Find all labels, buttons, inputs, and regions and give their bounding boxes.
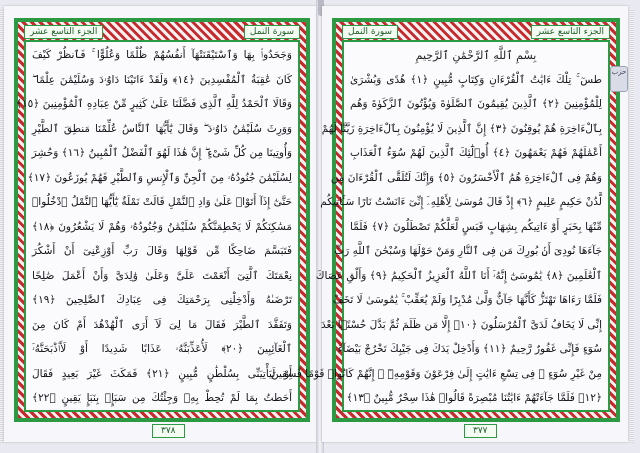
text-line: ٱلْعَٰلَمِينَ ﴿٨﴾ يَٰمُوسَىٰٓ إِنَّهُۥٓ أَنَا ٱللَّهُ ٱلْعَزِيزُ ٱلْحَكِيمُ ﴿٩﴾ وَأَلْقِ عَصَاكَ <box>315 269 602 282</box>
hizb-marker: حزب <box>610 66 628 92</box>
left-surah-label: سورة النمل <box>244 25 300 39</box>
right-page-number: ٣٧٧ <box>464 424 497 438</box>
text-line: فَتَبَسَّمَ ضَاحِكًا مِّن قَوْلِهَا وَقَالَ رَبِّ أَوْزِعْنِىٓ أَنْ أَشْكُرَ <box>32 245 292 257</box>
right-text-area <box>270 40 610 412</box>
text-line: أَحَطتُ بِمَا لَمْ تُحِطْ بِهِۦ وَجِئْتُكَ مِن سَبَإٍۭ بِنَبَإٍ يَقِينٍ ﴿٢٢﴾ <box>32 392 292 404</box>
text-line: لَّدُنْ حَكِيمٍ عَلِيمٍ ﴿٦﴾ إِذْ قَالَ مُوسَىٰ لِأَهْلِهِۦٓ إِنِّىٓ ءَانَسْتُ نَارًا سَـَٔاتِيكُم <box>320 196 602 208</box>
text-line: فَلَمَّا رَءَاهَا تَهْتَزُّ كَأَنَّهَا جَآنٌّ وَلَّىٰ مُدْبِرًا وَلَمْ يُعَقِّبْ ۚ يَٰمُوسَىٰ لَا تَخَفْ <box>332 294 602 306</box>
text-line: تَرْضَىٰهُ وَأَدْخِلْنِى بِرَحْمَتِكَ فِى عِبَادِكَ ٱلصَّٰلِحِينَ ﴿١٩﴾ <box>32 294 292 306</box>
text-line: وَوَرِثَ سُلَيْمَٰنُ دَاوُۥدَ ۖ وَقَالَ يَٰٓأَيُّهَا ٱلنَّاسُ عُلِّمْنَا مَنطِقَ ٱلطَّيْرِ <box>32 122 292 135</box>
text-line: وَجَحَدُوا۟ بِهَا وَٱسْتَيْقَنَتْهَآ أَنفُسُهُمْ ظُلْمًا وَعُلُوًّا ۚ فَٱنظُرْ كَيْفَ <box>32 49 292 61</box>
right-surah-label: سورة النمل <box>342 25 398 39</box>
text-line: أَعْمَٰلَهُمْ فَهُمْ يَعْمَهُونَ ﴿٤﴾ أُو۟لَٰٓئِكَ ٱلَّذِينَ لَهُمْ سُوٓءُ ٱلْعَذَابِ <box>350 147 602 159</box>
right-page-edge <box>630 10 634 443</box>
text-line: مِنْ غَيْرِ سُوٓءٍ ۖ فِى تِسْعِ ءَايَٰتٍ إِلَىٰ فِرْعَوْنَ وَقَوْمِهِۦٓ ۚ إِنَّهُمْ كَانُوا۟ قَوْمًا فَٰسِقِينَ <box>270 367 602 380</box>
right-text-lines <box>270 46 602 408</box>
left-text-lines <box>15 46 292 408</box>
text-line: كَانَ عَٰقِبَةُ ٱلْمُفْسِدِينَ ﴿١٤﴾ وَلَقَدْ ءَاتَيْنَا دَاوُۥدَ وَسُلَيْمَٰنَ عِلْمًا ۖ <box>32 73 292 86</box>
left-text-area <box>15 40 300 412</box>
basmala: بِسْمِ ٱللَّهِ ٱلرَّحْمَٰنِ ٱلرَّحِيمِ <box>415 49 537 62</box>
text-line: بِٱلْءَاخِرَةِ هُمْ يُوقِنُونَ ﴿٣﴾ إِنَّ ٱلَّذِينَ لَا يُؤْمِنُونَ بِٱلْءَاخِرَةِ زَيَّنَّا لَهُمْ <box>321 122 602 135</box>
right-page-frame <box>270 18 620 422</box>
left-page-frame <box>14 18 310 422</box>
text-line: وَقَالَا ٱلْحَمْدُ لِلَّهِ ٱلَّذِى فَضَّلَنَا عَلَىٰ كَثِيرٍ مِّنْ عِبَادِهِ ٱلْمُؤْمِنِينَ ﴿١٥﴾ <box>15 98 292 110</box>
text-line: ٱلْغَآئِبِينَ ﴿٢٠﴾ لَأُعَذِّبَنَّهُۥ عَذَابًا شَدِيدًا أَوْ لَأَا۟ذْبَحَنَّهُۥٓ <box>32 343 292 355</box>
text-line: وَتَفَقَّدَ ٱلطَّيْرَ فَقَالَ مَا لِىَ لَآ أَرَى ٱلْهُدْهُدَ أَمْ كَانَ مِنَ <box>32 318 292 331</box>
text-line: طسٓ ۚ تِلْكَ ءَايَٰتُ ٱلْقُرْءَانِ وَكِتَابٍ مُّبِينٍ ﴿١﴾ هُدًى وَبُشْرَىٰ <box>350 73 602 86</box>
text-line: لِسُلَيْمَٰنَ جُنُودُهُۥ مِنَ ٱلْجِنِّ وَٱلْإِنسِ وَٱلطَّيْرِ فَهُمْ يُوزَعُونَ ﴿١٧﴾ <box>27 171 292 184</box>
left-page-number: ٣٧٨ <box>152 424 185 438</box>
left-page-header <box>24 24 300 40</box>
text-line: أَوْ لَيَأْتِيَنِّى بِسُلْطَٰنٍ مُّبِينٍ ﴿٢١﴾ فَمَكَثَ غَيْرَ بَعِيدٍ فَقَالَ <box>32 367 292 380</box>
text-line: ﴿١٢﴾ فَلَمَّا جَآءَتْهُمْ ءَايَٰتُنَا مُبْصِرَةً قَالُوا۟ هَٰذَا سِحْرٌ مُّبِينٌ ﴿١٣﴾ <box>346 392 602 404</box>
text-line: وَهُمْ فِى ٱلْءَاخِرَةِ هُمُ ٱلْأَخْسَرُونَ ﴿٥﴾ وَإِنَّكَ لَتُلَقَّى ٱلْقُرْءَانَ مِن <box>330 171 602 184</box>
text-line: حَتَّىٰٓ إِذَآ أَتَوْا۟ عَلَىٰ وَادِ ٱلنَّمْلِ قَالَتْ نَمْلَةٌ يَٰٓأَيُّهَا ٱلنَّمْلُ ٱدْخُلُوا۟ <box>32 196 292 208</box>
text-line: مِّنْهَا بِخَبَرٍ أَوْ ءَاتِيكُم بِشِهَابٍ قَبَسٍ لَّعَلَّكُمْ تَصْطَلُونَ ﴿٧﴾ فَلَمَّا <box>350 220 602 233</box>
left-juz-label: الجزء التاسع عشر <box>24 25 103 39</box>
right-juz-label: الجزء التاسع عشر <box>531 25 610 39</box>
text-line: لِلْمُؤْمِنِينَ ﴿٢﴾ ٱلَّذِينَ يُقِيمُونَ ٱلصَّلَوٰةَ وَيُؤْتُونَ ٱلزَّكَوٰةَ وَهُم <box>350 98 602 110</box>
text-line: جَآءَهَا نُودِىَ أَنۢ بُورِكَ مَن فِى ٱلنَّارِ وَمَنْ حَوْلَهَا وَسُبْحَٰنَ ٱللَّهِ رَبِّ <box>334 245 602 257</box>
right-page-header <box>342 24 610 40</box>
text-line: وَأُوتِينَا مِن كُلِّ شَىْءٍ ۖ إِنَّ هَٰذَا لَهُوَ ٱلْفَضْلُ ٱلْمُبِينُ ﴿١٦﴾ وَحُشِرَ <box>31 147 292 159</box>
text-line: مَسَٰكِنَكُمْ لَا يَحْطِمَنَّكُمْ سُلَيْمَٰنُ وَجُنُودُهُۥ وَهُمْ لَا يَشْعُرُونَ ﴿١٨﴾ <box>32 220 292 233</box>
text-line: سُوٓءٍ فَإِنِّى غَفُورٌ رَّحِيمٌ ﴿١١﴾ وَأَدْخِلْ يَدَكَ فِى جَيْبِكَ تَخْرُجْ بَيْضَآءَ <box>337 343 602 355</box>
text-line: نِعْمَتَكَ ٱلَّتِىٓ أَنْعَمْتَ عَلَىَّ وَعَلَىٰ وَٰلِدَىَّ وَأَنْ أَعْمَلَ صَٰلِحًا <box>32 269 292 282</box>
right-page <box>270 6 628 442</box>
text-line: إِنِّى لَا يَخَافُ لَدَىَّ ٱلْمُرْسَلُونَ ﴿١٠﴾ إِلَّا مَن ظَلَمَ ثُمَّ بَدَّلَ حُسْنًۢا بَعْدَ <box>320 318 602 331</box>
